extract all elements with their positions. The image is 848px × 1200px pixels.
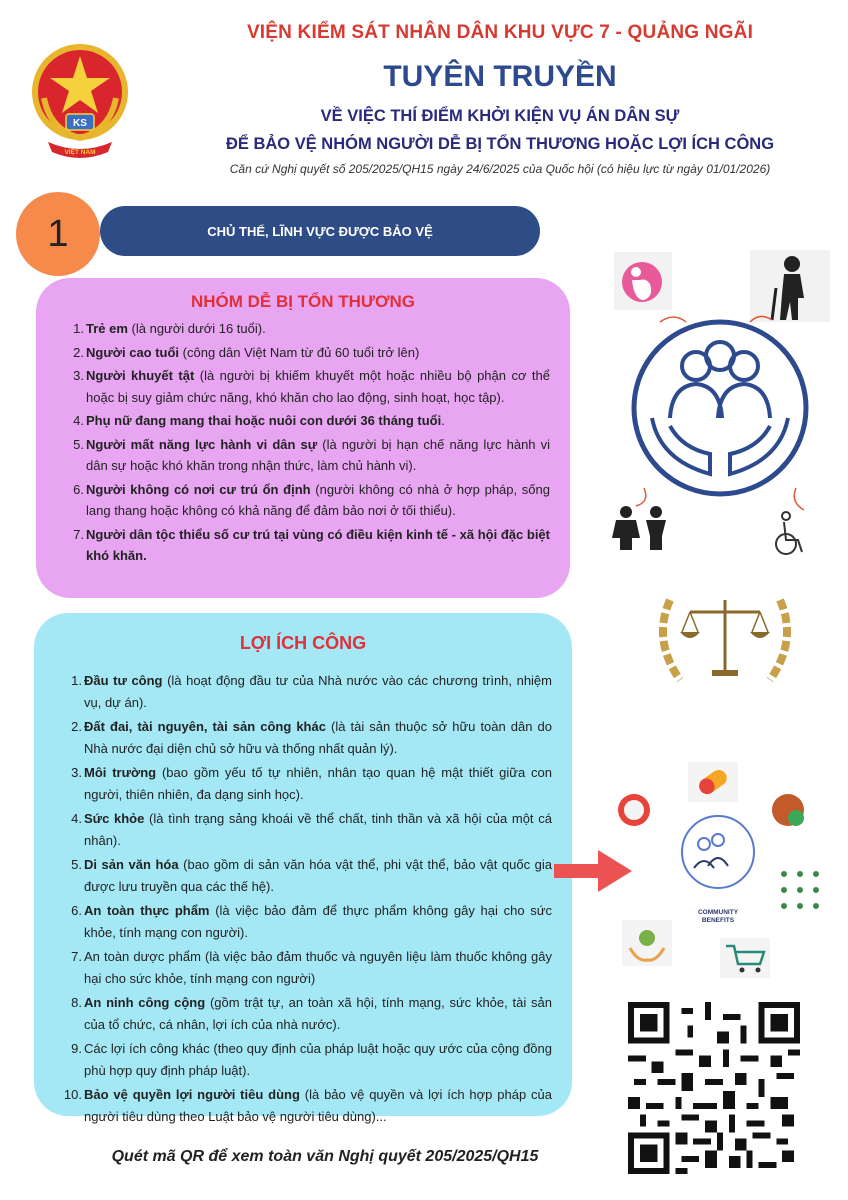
shopping-cart-icon bbox=[720, 938, 770, 978]
qr-code[interactable] bbox=[628, 1002, 800, 1174]
community-hands-icon bbox=[634, 322, 806, 494]
community-label-2: BENEFITS bbox=[701, 917, 735, 924]
vulnerable-group-list bbox=[72, 318, 550, 567]
emblem-ribbon: VIỆT NAM bbox=[64, 149, 96, 156]
vulnerable-people-illustration bbox=[600, 248, 840, 568]
children-icon bbox=[612, 506, 666, 550]
list-item: 3. Người khuyết tật (là người bị khiếm khuyết một hoặc nhiều bộ phận cơ thể hoặc bị suy giảm chức năng, khó khăn cho lao động, sinh hoạt, học tập). bbox=[73, 368, 551, 405]
vulnerable-group-title: NHÓM DỄ BỊ TỔN THƯƠNG bbox=[190, 292, 416, 311]
emblem-logo bbox=[30, 34, 130, 164]
section-title: CHỦ THỂ, LĨNH VỰC ĐƯỢC BẢO VỆ bbox=[100, 206, 540, 256]
community-label-1: COMMUNITY bbox=[697, 909, 739, 916]
public-interest-box bbox=[34, 613, 572, 1124]
community-benefits-icon bbox=[682, 816, 754, 924]
subtitle-line-2: ĐỂ BẢO VỆ NHÓM NGƯỜI DỄ BỊ TỔN THƯƠNG HOẶC LỢI ÍCH CÔNG bbox=[225, 135, 775, 153]
public-interest-title: LỢI ÍCH CÔNG bbox=[239, 633, 367, 653]
list-item: 10. Bảo vệ quyền lợi người tiêu dùng (là bảo vệ quyền và lợi ích hợp pháp của người tiêu dùng theo Luật bảo vệ người tiêu dùng)... bbox=[63, 1087, 552, 1124]
list-item: 2. Người cao tuổi (công dân Việt Nam từ đủ 60 tuổi trở lên) bbox=[73, 344, 420, 360]
list-item: 7. An toàn dược phẩm (là việc bảo đảm thuốc và nguyên liệu làm thuốc không gây hại cho sức khỏe, tính mạng con người) bbox=[71, 949, 552, 986]
page-title: TUYÊN TRUYỀN bbox=[383, 60, 617, 93]
vulnerable-group-box bbox=[36, 278, 570, 598]
list-item: 1. Đầu tư công (là hoạt động đầu tư của Nhà nước vào các chương trình, nhiệm vụ, dự án). bbox=[71, 673, 552, 710]
list-item: 6. Người không có nơi cư trú ổn định (người không có nhà ở hợp pháp, sống lang thang hoặc không có khả năng để đảm bảo nơi ở tối thiểu). bbox=[73, 481, 550, 518]
wheelchair-icon bbox=[776, 512, 802, 554]
elderly-person-icon bbox=[750, 250, 830, 322]
heritage-icon bbox=[772, 794, 804, 826]
list-item: 5. Di sản văn hóa (bao gồm di sản văn hóa vật thể, phi vật thể, bảo vật quốc gia được lưu truyền qua các thế hệ). bbox=[71, 857, 552, 894]
list-item: 6. An toàn thực phẩm (là việc bảo đảm để thực phẩm không gây hại cho sức khỏe, tính mạng con người). bbox=[71, 903, 552, 940]
section-number: 1 bbox=[16, 192, 100, 276]
organization-name: VIỆN KIỂM SÁT NHÂN DÂN KHU VỰC 7 - QUẢNG NGÃI bbox=[246, 22, 754, 43]
list-item: 3. Môi trường (bao gồm yếu tố tự nhiên, nhân tạo quan hệ mật thiết giữa con người, thiên nhiên, đa dạng sinh học). bbox=[71, 765, 552, 802]
list-item: 8. An ninh công cộng (gồm trật tự, an toàn xã hội, tính mạng, sức khỏe, tài sản của tổ chức, cá nhân, lợi ích của nhà nước). bbox=[71, 995, 552, 1032]
legal-basis: Căn cứ Nghị quyết số 205/2025/QH15 ngày 24/6/2025 của Quốc hội (có hiệu lực từ ngày 01/01/2026) bbox=[229, 162, 771, 176]
environment-icons-grid bbox=[781, 871, 819, 909]
list-item: 4. Sức khỏe (là tình trạng sảng khoái về thể chất, tinh thần và xã hội của một cá nhân). bbox=[71, 811, 552, 848]
list-item: 9. Các lợi ích công khác (theo quy định của pháp luật hoặc quy ước của cộng đồng phù hợp quy định pháp luật). bbox=[71, 1041, 552, 1078]
pill-icon bbox=[688, 762, 738, 802]
justice-scale-icon bbox=[640, 570, 810, 700]
food-safety-icon bbox=[618, 794, 650, 826]
qr-caption: Quét mã QR để xem toàn văn Nghị quyết 205/2025/QH15 bbox=[111, 1148, 539, 1165]
list-item: 1. Trẻ em (là người dưới 16 tuổi). bbox=[73, 321, 266, 336]
emblem-badge: KS bbox=[73, 118, 87, 129]
list-item: 5. Người mất năng lực hành vi dân sự (là người bị hạn chế năng lực hành vi dân sự hoặc khó khăn trong nhận thức, làm chủ hành vi). bbox=[73, 436, 550, 473]
list-item: 2. Đất đai, tài nguyên, tài sản công khác (là tài sản thuộc sở hữu toàn dân do Nhà nước đại diện chủ sở hữu và thống nhất quản lý). bbox=[71, 719, 552, 756]
pregnant-woman-icon bbox=[614, 252, 672, 310]
health-hands-icon bbox=[622, 920, 672, 966]
community-benefits-illustration bbox=[608, 758, 840, 990]
subtitle-line-1: VỀ VIỆC THÍ ĐIỂM KHỞI KIỆN VỤ ÁN DÂN SỰ bbox=[320, 107, 680, 125]
public-interest-list bbox=[63, 670, 552, 1128]
list-item: 4. Phụ nữ đang mang thai hoặc nuôi con dưới 36 tháng tuổi. bbox=[73, 413, 445, 428]
list-item: 7. Người dân tộc thiểu số cư trú tại vùng có điều kiện kinh tế - xã hội đặc biệt khó khăn. bbox=[73, 526, 550, 563]
